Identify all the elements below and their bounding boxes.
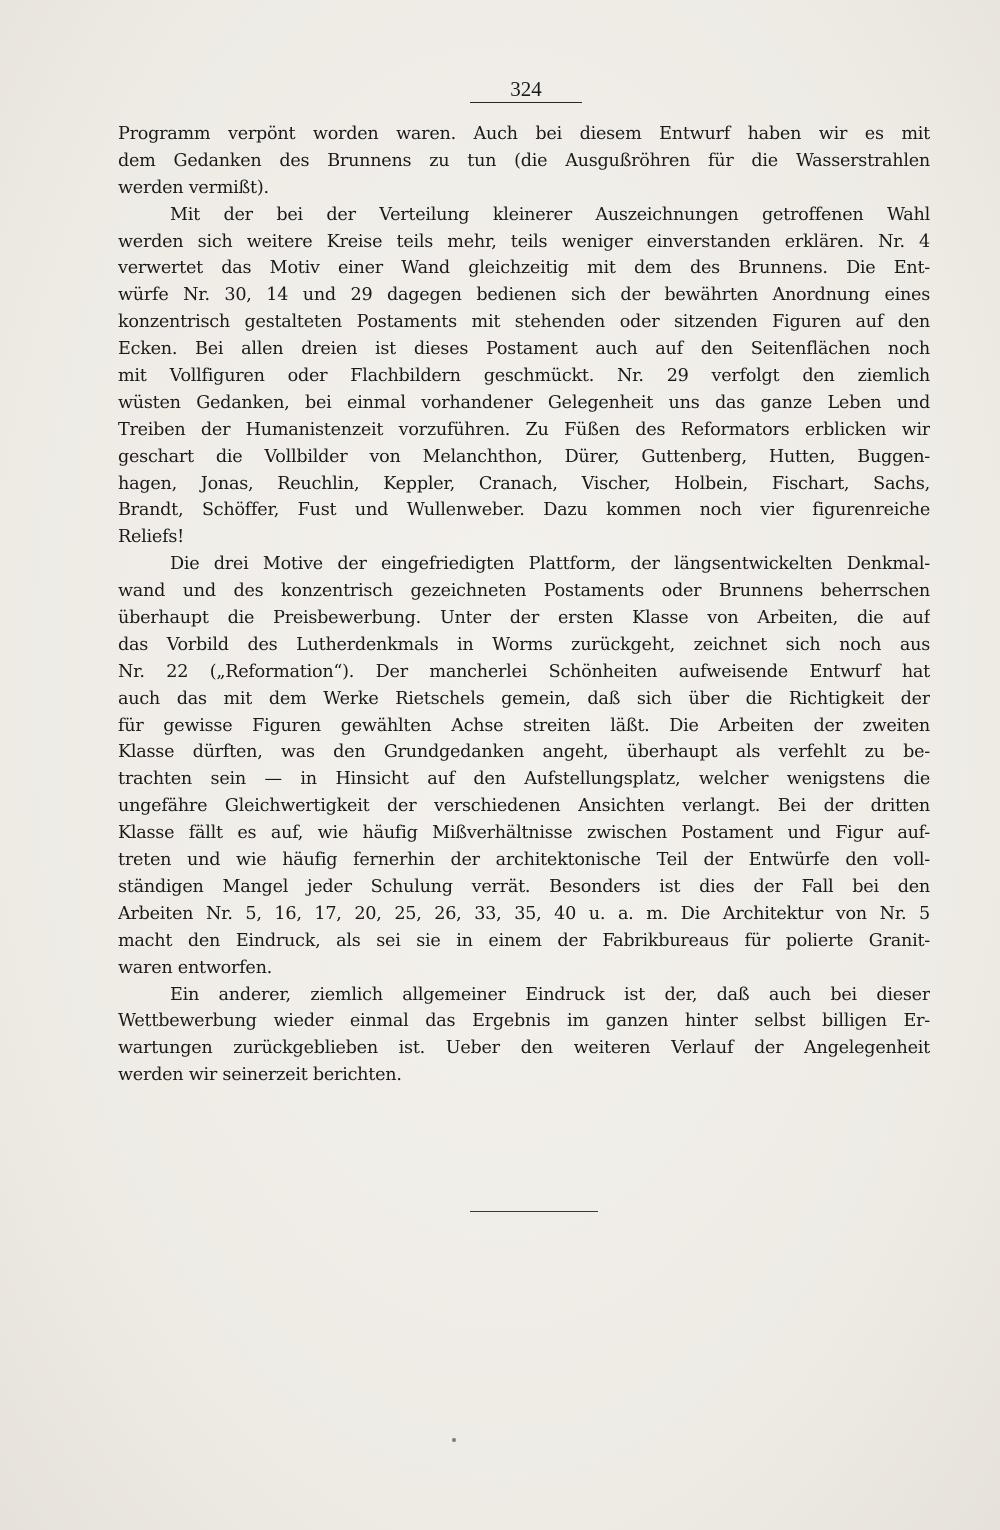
text-line: auch das mit dem Werke Rietschels gemein, daß sich über die Richtigkeit der xyxy=(118,688,930,709)
text-line: werden sich weitere Kreise teils mehr, teils weniger einverstanden erklären. Nr. 4 xyxy=(118,231,930,252)
paragraph xyxy=(118,982,930,1090)
text-line: Die drei Motive der eingefriedigten Plattform, der längsentwickelten Denkmal- xyxy=(170,554,930,575)
text-line: trachten sein — in Hinsicht auf den Aufstellungsplatz, welcher wenigstens die xyxy=(118,769,930,790)
text-line: mit Vollfiguren oder Flachbildern geschmückt. Nr. 29 verfolgt den ziemlich xyxy=(118,366,930,387)
text-line: Nr. 22 („Reformation“). Der mancherlei Schönheiten aufweisende Entwurf hat xyxy=(118,661,930,682)
text-line: dem Gedanken des Brunnens zu tun (die Ausgußröhren für die Wasserstrahlen xyxy=(118,150,930,171)
text-line: Ecken. Bei allen dreien ist dieses Postament auch auf den Seitenflächen noch xyxy=(118,339,930,360)
text-line: das Vorbild des Lutherdenkmals in Worms zurückgeht, zeichnet sich noch aus xyxy=(118,634,930,655)
text-line: Ein anderer, ziemlich allgemeiner Eindruck ist der, daß auch bei dieser xyxy=(170,984,930,1005)
text-line: werden vermißt). xyxy=(118,177,269,198)
text-line: Wettbewerbung wieder einmal das Ergebnis im ganzen hinter selbst billigen Er- xyxy=(118,1011,930,1032)
text-line: Treiben der Humanistenzeit vorzuführen. Zu Füßen des Reformators erblicken wir xyxy=(118,419,930,440)
body-text xyxy=(118,121,930,1089)
paragraph xyxy=(118,121,930,202)
text-line: Klasse dürften, was den Grundgedanken angeht, überhaupt als verfehlt zu be- xyxy=(118,742,930,763)
text-line: überhaupt die Preisbewerbung. Unter der ersten Klasse von Arbeiten, die auf xyxy=(118,608,930,629)
text-line: konzentrisch gestalteten Postaments mit stehenden oder sitzenden Figuren auf den xyxy=(118,312,930,333)
text-line: würfe Nr. 30, 14 und 29 dagegen bedienen sich der bewährten Anordnung eines xyxy=(118,285,930,306)
text-line: Brandt, Schöffer, Fust und Wullenweber. Dazu kommen noch vier figurenreiche xyxy=(118,500,930,521)
text-line: werden wir seinerzeit berichten. xyxy=(118,1065,402,1086)
text-line: wüsten Gedanken, bei einmal vorhandener Gelegenheit uns das ganze Leben und xyxy=(118,392,930,413)
page-number: 324 xyxy=(470,76,582,103)
text-line: wand und des konzentrisch gezeichneten Postaments oder Brunnens beherrschen xyxy=(118,581,930,602)
text-line: Mit der bei der Verteilung kleinerer Auszeichnungen getroffenen Wahl xyxy=(170,204,930,225)
text-line: geschart die Vollbilder von Melanchthon, Dürer, Guttenberg, Hutten, Buggen- xyxy=(118,446,930,467)
text-line: ungefähre Gleichwertigkeit der verschiedenen Ansichten verlangt. Bei der dritten xyxy=(118,796,930,817)
paragraph xyxy=(118,202,930,552)
text-line: Arbeiten Nr. 5, 16, 17, 20, 25, 26, 33, 35, 40 u. a. m. Die Architektur von Nr. 5 xyxy=(118,903,930,924)
paragraph xyxy=(118,551,930,981)
text-line: für gewisse Figuren gewählten Achse streiten läßt. Die Arbeiten der zweiten xyxy=(118,715,930,736)
text-line: ständigen Mangel jeder Schulung verrät. Besonders ist dies der Fall bei den xyxy=(118,876,930,897)
text-line: wartungen zurückgeblieben ist. Ueber den weiteren Verlauf der Angelegenheit xyxy=(118,1038,930,1059)
print-speck xyxy=(452,1438,456,1442)
text-line: Reliefs! xyxy=(118,527,184,548)
section-divider xyxy=(470,1211,598,1212)
text-line: hagen, Jonas, Reuchlin, Keppler, Cranach, Vischer, Holbein, Fischart, Sachs, xyxy=(118,473,930,494)
text-line: waren entworfen. xyxy=(118,957,273,978)
text-line: Klasse fällt es auf, wie häufig Mißverhältnisse zwischen Postament und Figur auf- xyxy=(118,823,930,844)
text-line: verwertet das Motiv einer Wand gleichzeitig mit dem des Brunnens. Die Ent- xyxy=(118,258,930,279)
text-line: Programm verpönt worden waren. Auch bei diesem Entwurf haben wir es mit xyxy=(118,124,930,144)
text-line: macht den Eindruck, als sei sie in einem der Fabrikbureaus für polierte Granit- xyxy=(118,930,930,951)
text-line: treten und wie häufig fernerhin der architektonische Teil der Entwürfe den voll- xyxy=(118,850,930,871)
